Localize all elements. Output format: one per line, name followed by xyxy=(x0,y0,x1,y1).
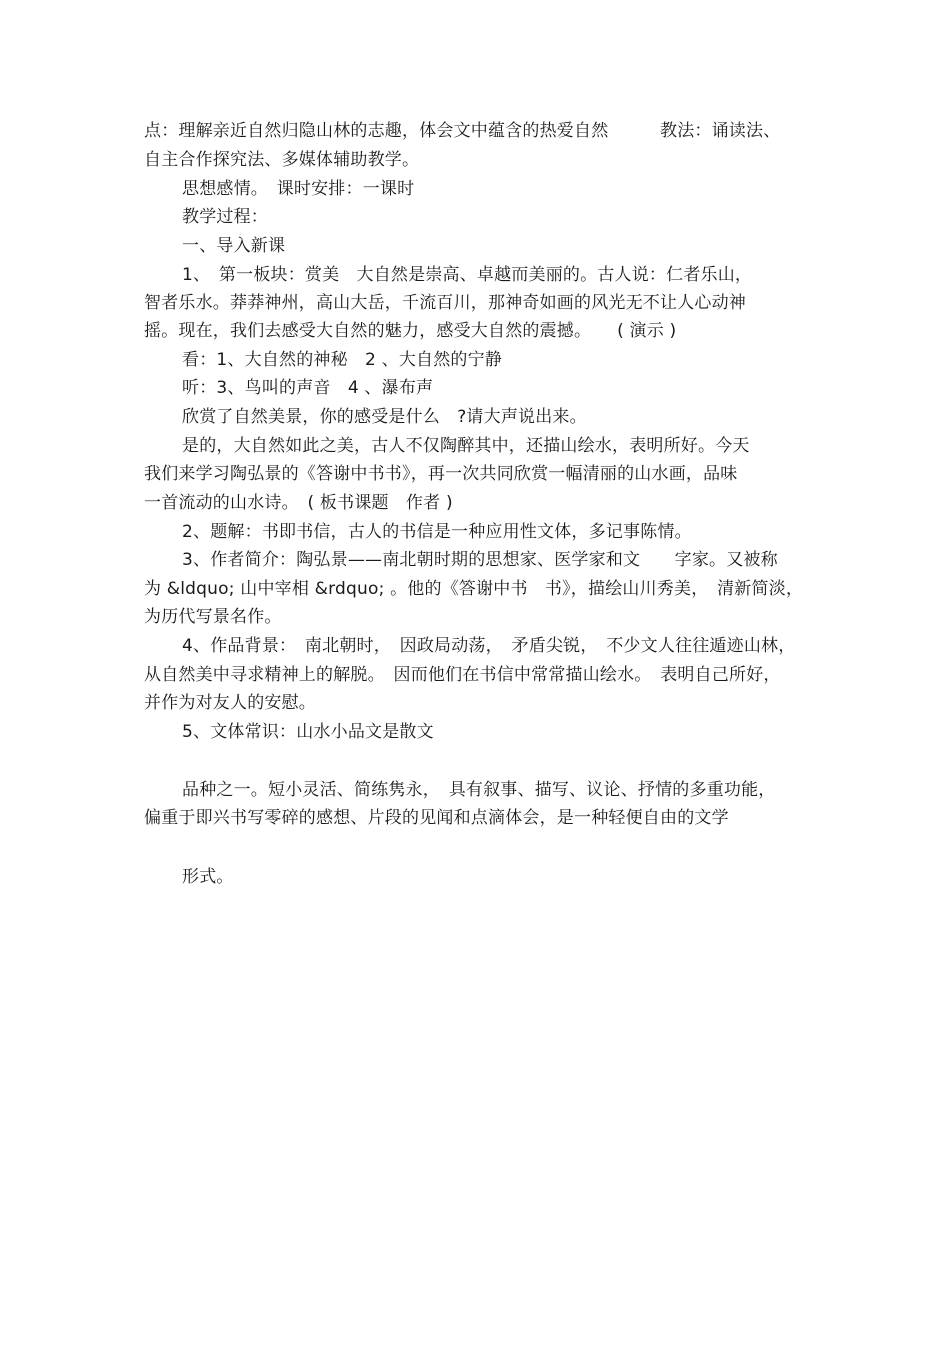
text-line: 3、作者简介：陶弘景——南北朝时期的思想家、医学家和文 字家。又被称 xyxy=(182,550,778,570)
text-line: 我们来学习陶弘景的《答谢中书书》，再一次共同欣赏一幅清丽的山水画，品味 xyxy=(144,464,738,484)
text-line: 点：理解亲近自然归隐山林的志趣，体会文中蕴含的热爱自然 教法：诵读法、 xyxy=(144,121,781,141)
text-line: 看：1、大自然的神秘 2 、大自然的宁静 xyxy=(182,350,503,370)
text-line: 自主合作探究法、多媒体辅助教学。 xyxy=(144,150,420,170)
text-line: 并作为对友人的安慰。 xyxy=(144,693,316,713)
text-line: 欣赏了自然美景，你的感受是什么 ?请大声说出来。 xyxy=(182,407,587,427)
text-line: 摇。现在，我们去感受大自然的魅力，感受大自然的震撼。 ( 演示 ) xyxy=(144,321,677,341)
text-line: 听：3、鸟叫的声音 4 、瀑布声 xyxy=(182,378,434,398)
text-line: 教学过程： xyxy=(182,207,268,227)
text-line: 形式。 xyxy=(182,867,234,887)
text-line: 2、题解：书即书信，古人的书信是一种应用性文体，多记事陈情。 xyxy=(182,522,692,542)
text-line: 5、文体常识：山水小品文是散文 xyxy=(182,722,434,742)
text-line: 智者乐水。莽莽神州，高山大岳，千流百川，那神奇如画的风光无不让人心动神 xyxy=(144,293,746,313)
text-line: 思想感情。 课时安排：一课时 xyxy=(182,179,415,199)
text-line: 一首流动的山水诗。 ( 板书课题 作者 ) xyxy=(144,493,453,513)
text-line: 为历代写景名作。 xyxy=(144,607,282,627)
text-line: 4、作品背景： 南北朝时， 因政局动荡， 矛盾尖锐， 不少文人往往遁迹山林， xyxy=(182,636,796,656)
text-line: 偏重于即兴书写零碎的感想、片段的见闻和点滴体会，是一种轻便自由的文学 xyxy=(144,808,729,828)
text-line: 从自然美中寻求精神上的解脱。 因而他们在书信中常常描山绘水。 表明自己所好， xyxy=(144,665,781,685)
text-line: 一、导入新课 xyxy=(182,236,286,256)
text-line: 1、 第一板块：赏美 大自然是崇高、卓越而美丽的。古人说：仁者乐山， xyxy=(182,265,753,285)
text-line: 品种之一。短小灵活、简练隽永， 具有叙事、描写、议论、抒情的多重功能， xyxy=(182,780,776,800)
text-line: 为 &ldquo; 山中宰相 &rdquo; 。他的《答谢中书 书》，描绘山川秀美， 清新简淡， xyxy=(144,579,804,599)
text-line: 是的，大自然如此之美，古人不仅陶醉其中，还描山绘水，表明所好。今天 xyxy=(182,436,750,456)
